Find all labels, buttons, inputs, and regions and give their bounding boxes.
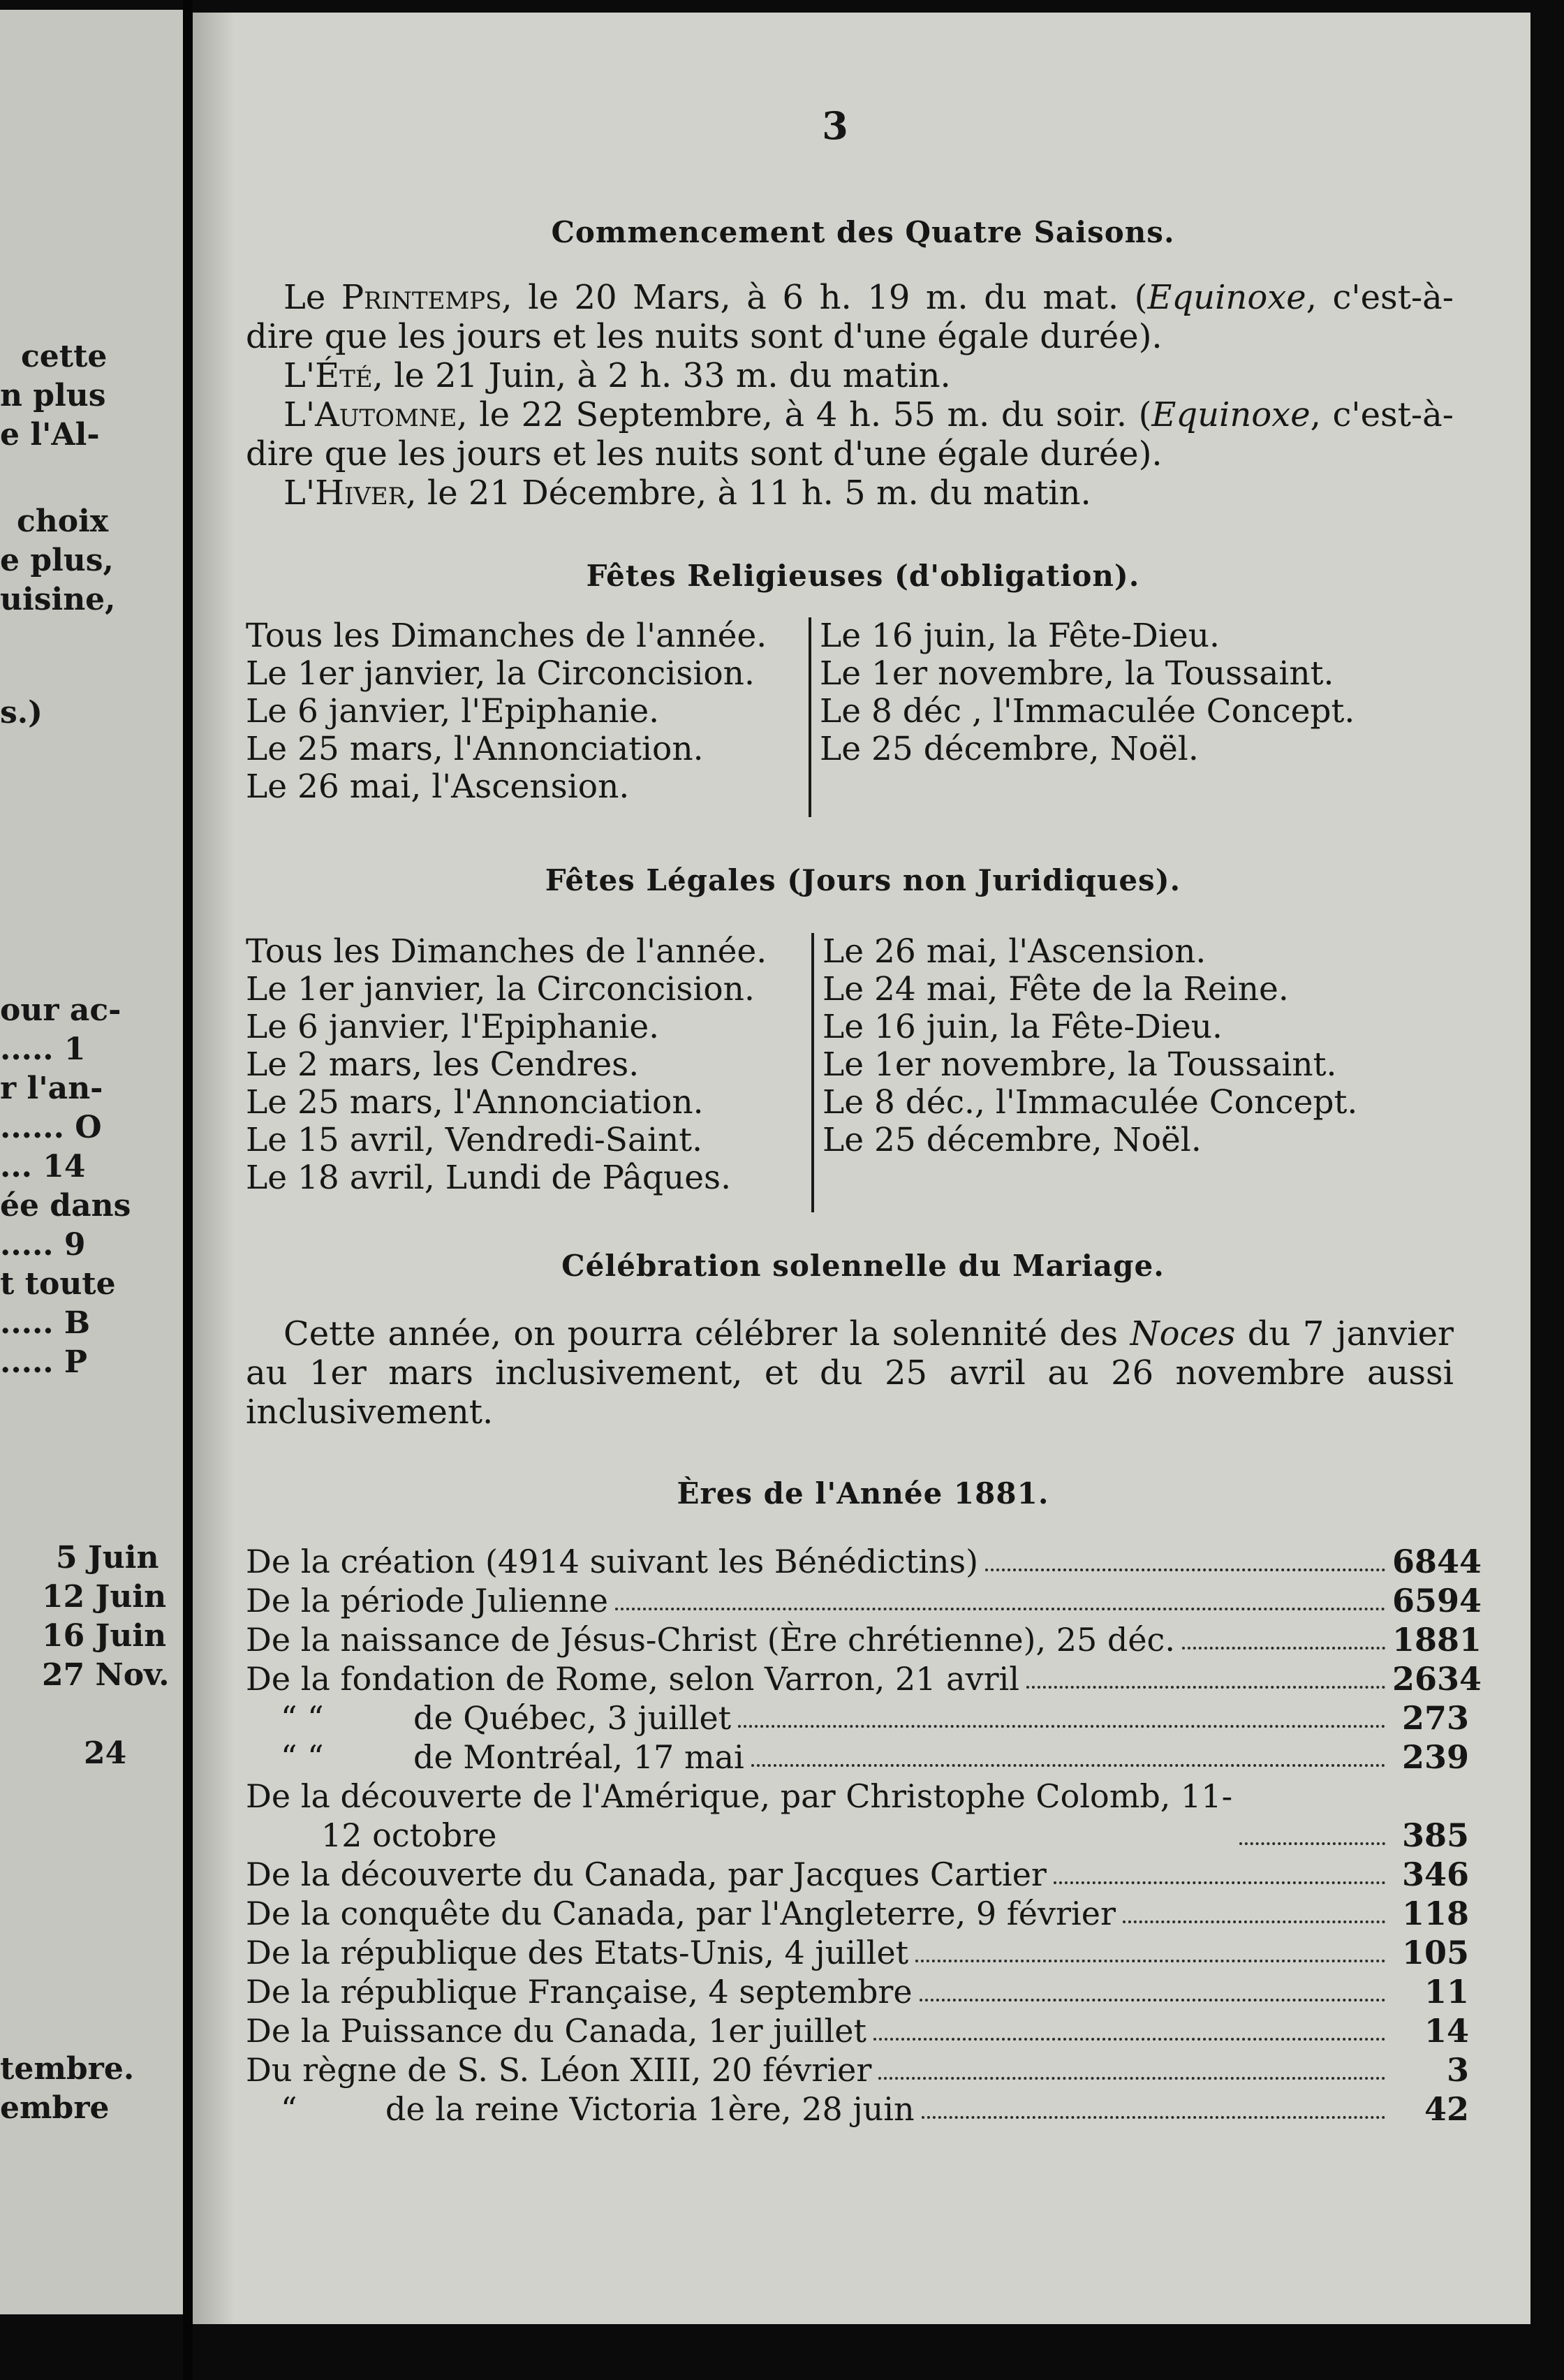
autumn-date: , le 22 Septembre, à 4 h. 55 m. du soir. ( bbox=[457, 395, 1152, 434]
left-fragment: t toute bbox=[0, 1266, 116, 1302]
era-row bbox=[246, 2050, 1469, 2089]
eras-list bbox=[246, 1542, 1482, 2129]
legal-holidays-left bbox=[246, 933, 767, 1197]
legal-holidays-right bbox=[816, 933, 1357, 1159]
left-fragment: ... 14 bbox=[0, 1149, 86, 1184]
left-fragment: s.) bbox=[0, 695, 43, 730]
left-fragment: uisine, bbox=[0, 582, 116, 617]
marriage-heading: Célébration solennelle du Mariage. bbox=[561, 1249, 1165, 1283]
holiday-item: Le 26 mai, l'Ascension. bbox=[822, 932, 1207, 971]
seasons-heading: Commencement des Quatre Saisons. bbox=[551, 215, 1175, 249]
era-label: De la république des Etats-Unis, 4 juillet bbox=[246, 1934, 909, 1971]
era-label: De la fondation de Rome, selon Varron, 21 avril bbox=[246, 1660, 1019, 1698]
era-row bbox=[246, 1777, 1469, 1855]
era-label bbox=[246, 2089, 915, 2129]
era-value: 239 bbox=[1401, 1738, 1469, 1776]
era-value: 42 bbox=[1424, 2090, 1469, 2128]
era-label: De la république Française, 4 septembre bbox=[246, 1973, 913, 2011]
era-label: De la découverte du Canada, par Jacques Cartier bbox=[246, 1856, 1047, 1893]
era-row bbox=[246, 1581, 1482, 1620]
page-number: 3 bbox=[822, 103, 848, 148]
spring-prefix: Le bbox=[283, 278, 341, 317]
era-value: 105 bbox=[1401, 1934, 1469, 1971]
era-row bbox=[246, 1659, 1482, 1698]
left-fragment: ée dans bbox=[0, 1188, 131, 1224]
holiday-item: Tous les Dimanches de l'année. bbox=[246, 932, 767, 971]
era-value: 273 bbox=[1401, 1699, 1469, 1737]
autumn-note: , c'est-à-dire que les jours et les nuits sont d'une égale durée). bbox=[246, 395, 1454, 473]
leader-dots bbox=[1054, 1881, 1385, 1884]
marriage-text-end: du 7 janvier au 1er mars inclusivement, et du 25 avril au 26 novembre aussi inclusivement. bbox=[246, 1314, 1454, 1432]
holiday-item: Le 1er novembre, la Toussaint. bbox=[820, 654, 1334, 693]
left-fragment: 24 bbox=[84, 1735, 127, 1771]
era-value: 346 bbox=[1401, 1856, 1469, 1893]
almanac-page bbox=[193, 13, 1530, 2324]
spring-note: , c'est-à-dire que les jours et les nuits sont d'une égale durée). bbox=[246, 278, 1454, 356]
era-value: 118 bbox=[1401, 1895, 1469, 1932]
left-fragment: our ac- bbox=[0, 992, 121, 1028]
religious-holidays-left bbox=[246, 617, 767, 806]
era-value: 6594 bbox=[1392, 1582, 1482, 1619]
left-fragment: r l'an- bbox=[0, 1071, 103, 1106]
era-row bbox=[246, 1698, 1469, 1738]
era-row bbox=[246, 1933, 1469, 1972]
ditto-marks: “ bbox=[281, 2090, 297, 2128]
winter-paragraph bbox=[246, 473, 1454, 513]
era-label-text: de la reine Victoria 1ère, 28 juin bbox=[385, 2090, 915, 2128]
left-fragment: ..... B bbox=[0, 1305, 91, 1341]
era-value: 2634 bbox=[1392, 1660, 1482, 1698]
holiday-item: Le 6 janvier, l'Epiphanie. bbox=[246, 692, 660, 730]
left-fragment: n plus bbox=[0, 378, 106, 413]
era-value: 1881 bbox=[1392, 1621, 1482, 1659]
marriage-text-start: Cette année, on pourra célébrer la solennité des bbox=[283, 1314, 1130, 1353]
holiday-item: Le 1er novembre, la Toussaint. bbox=[822, 1045, 1337, 1084]
holiday-item: Le 6 janvier, l'Epiphanie. bbox=[246, 1008, 660, 1046]
left-fragment: e l'Al- bbox=[0, 417, 100, 453]
leader-dots bbox=[1026, 1686, 1385, 1689]
era-row bbox=[246, 1894, 1469, 1933]
era-label bbox=[246, 1738, 744, 1777]
summer-paragraph bbox=[246, 356, 1454, 395]
era-value: 385 bbox=[1401, 1816, 1469, 1854]
leader-dots bbox=[985, 1569, 1385, 1571]
holiday-item: Le 15 avril, Vendredi-Saint. bbox=[246, 1121, 703, 1159]
era-label-text: de Montréal, 17 mai bbox=[413, 1738, 744, 1776]
left-fragment: 16 Juin bbox=[42, 1618, 167, 1654]
era-label: De la création (4914 suivant les Bénédictins) bbox=[246, 1543, 979, 1580]
autumn-equinox: Equinoxe bbox=[1151, 395, 1311, 434]
era-row bbox=[246, 2089, 1469, 2129]
era-label-text: de Québec, 3 juillet bbox=[413, 1699, 732, 1737]
column-divider bbox=[811, 933, 814, 1212]
winter-name: Hiver bbox=[315, 473, 406, 513]
holiday-item: Le 24 mai, Fête de la Reine. bbox=[822, 970, 1289, 1008]
holiday-item: Le 1er janvier, la Circoncision. bbox=[246, 654, 755, 693]
era-label-continuation: 12 octobre bbox=[321, 1816, 497, 1854]
era-label: Du règne de S. S. Léon XIII, 20 février bbox=[246, 2051, 872, 2089]
leader-dots bbox=[920, 1999, 1385, 2001]
holiday-item: Le 16 juin, la Fête-Dieu. bbox=[822, 1008, 1223, 1046]
leader-dots bbox=[738, 1725, 1385, 1728]
religious-holidays-heading: Fêtes Religieuses (d'obligation). bbox=[586, 559, 1140, 593]
holiday-item: Le 1er janvier, la Circoncision. bbox=[246, 970, 755, 1008]
religious-holidays-right bbox=[813, 617, 1355, 768]
holiday-item: Le 18 avril, Lundi de Pâques. bbox=[246, 1159, 732, 1197]
marriage-paragraph bbox=[246, 1314, 1454, 1432]
marriage-noces: Noces bbox=[1130, 1314, 1236, 1353]
column-divider bbox=[809, 617, 811, 817]
summer-name: Été bbox=[315, 356, 373, 395]
autumn-paragraph bbox=[246, 395, 1454, 473]
left-fragment: ..... 9 bbox=[0, 1227, 86, 1263]
left-fragment: embre bbox=[0, 2090, 110, 2126]
spring-date: , le 20 Mars, à 6 h. 19 m. du mat. ( bbox=[501, 278, 1148, 317]
left-page-fragment bbox=[0, 10, 183, 2314]
era-row bbox=[246, 1620, 1482, 1659]
left-fragment: ..... 1 bbox=[0, 1031, 86, 1067]
left-fragment: 12 Juin bbox=[42, 1579, 167, 1615]
era-label: De la période Julienne bbox=[246, 1582, 609, 1619]
left-fragment: 27 Nov. bbox=[42, 1657, 170, 1693]
spring-equinox: Equinoxe bbox=[1147, 278, 1306, 317]
left-fragment: e plus, bbox=[0, 543, 114, 578]
era-label bbox=[246, 1698, 731, 1738]
legal-holidays-heading: Fêtes Légales (Jours non Juridiques). bbox=[545, 863, 1181, 897]
era-label: De la conquête du Canada, par l'Angleterre, 9 février bbox=[246, 1895, 1116, 1932]
holiday-item: Le 16 juin, la Fête-Dieu. bbox=[820, 617, 1220, 655]
holiday-item: Le 8 déc., l'Immaculée Concept. bbox=[822, 1083, 1358, 1122]
leader-dots bbox=[1182, 1647, 1385, 1650]
autumn-name: Automne bbox=[315, 395, 457, 434]
holiday-item: Le 25 mars, l'Annonciation. bbox=[246, 730, 704, 768]
summer-date: , le 21 Juin, à 2 h. 33 m. du matin. bbox=[372, 356, 951, 395]
leader-dots bbox=[873, 2038, 1385, 2041]
left-fragment: choix bbox=[17, 504, 109, 539]
era-label: De la naissance de Jésus-Christ (Ère chrétienne), 25 déc. bbox=[246, 1621, 1175, 1659]
left-fragment: tembre. bbox=[0, 2051, 135, 2087]
page-gutter bbox=[183, 0, 193, 2380]
ditto-marks: “ “ bbox=[281, 1699, 324, 1737]
holiday-item: Le 26 mai, l'Ascension. bbox=[246, 767, 630, 806]
era-value: 3 bbox=[1446, 2051, 1469, 2089]
winter-prefix: L' bbox=[283, 473, 316, 513]
era-label: De la Puissance du Canada, 1er juillet bbox=[246, 2012, 866, 2050]
holiday-item: Le 8 déc , l'Immaculée Concept. bbox=[820, 692, 1355, 730]
legal-holidays-table bbox=[246, 933, 1454, 1212]
era-row bbox=[246, 1855, 1469, 1894]
spring-paragraph bbox=[246, 278, 1454, 356]
leader-dots bbox=[922, 2116, 1385, 2119]
summer-prefix: L' bbox=[283, 356, 316, 395]
holiday-item: Le 25 décembre, Noël. bbox=[822, 1121, 1202, 1159]
autumn-prefix: L' bbox=[283, 395, 316, 434]
leader-dots bbox=[878, 2077, 1385, 2080]
era-value: 11 bbox=[1424, 1973, 1469, 2011]
leader-dots bbox=[1239, 1842, 1385, 1845]
era-row bbox=[246, 2011, 1469, 2050]
left-fragment: ..... P bbox=[0, 1344, 87, 1380]
religious-holidays-table bbox=[246, 617, 1454, 827]
holiday-item: Le 25 mars, l'Annonciation. bbox=[246, 1083, 704, 1122]
ditto-marks: “ “ bbox=[281, 1738, 324, 1776]
left-fragment: cette bbox=[21, 339, 108, 374]
era-value: 6844 bbox=[1392, 1543, 1482, 1580]
holiday-item: Tous les Dimanches de l'année. bbox=[246, 617, 767, 655]
leader-dots bbox=[615, 1608, 1385, 1610]
holiday-item: Le 2 mars, les Cendres. bbox=[246, 1045, 640, 1084]
winter-date: , le 21 Décembre, à 11 h. 5 m. du matin. bbox=[406, 473, 1091, 513]
era-row bbox=[246, 1972, 1469, 2011]
spring-name: Printemps bbox=[341, 278, 502, 317]
left-fragment: 5 Juin bbox=[56, 1540, 159, 1575]
era-label bbox=[246, 1777, 1232, 1855]
holiday-item: Le 25 décembre, Noël. bbox=[820, 730, 1199, 768]
era-label-text: De la découverte de l'Amérique, par Christophe Colomb, 11- bbox=[246, 1777, 1233, 1815]
era-row bbox=[246, 1542, 1482, 1581]
leader-dots bbox=[751, 1764, 1385, 1767]
leader-dots bbox=[1123, 1920, 1385, 1923]
leader-dots bbox=[915, 1960, 1385, 1962]
era-value: 14 bbox=[1424, 2012, 1469, 2050]
era-row bbox=[246, 1738, 1469, 1777]
left-fragment: ...... O bbox=[0, 1110, 102, 1145]
eras-heading: Ères de l'Année 1881. bbox=[677, 1476, 1049, 1511]
